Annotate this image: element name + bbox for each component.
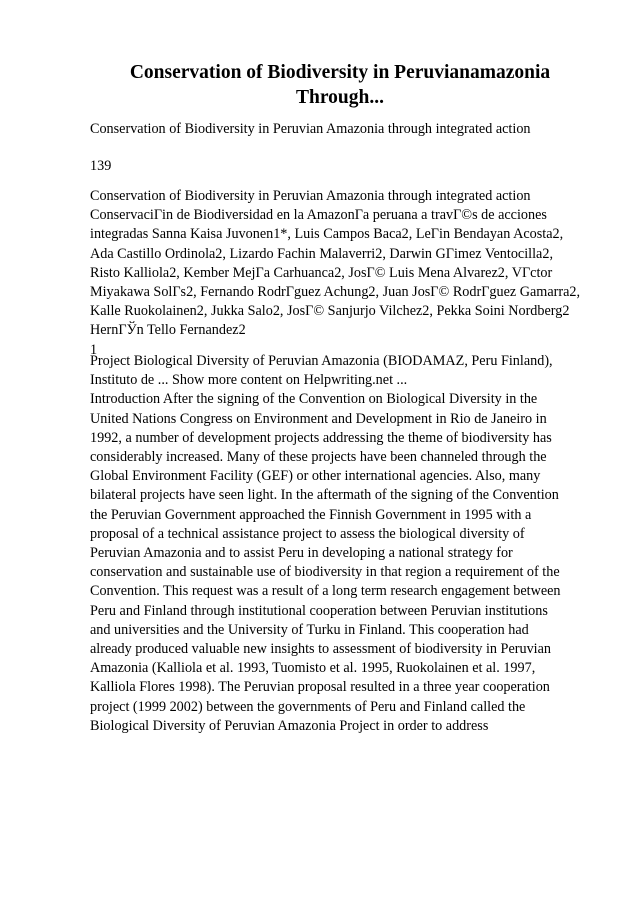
body-line: Project Biological Diversity of Peruvian Amazonia (BIODAMAZ, Peru Finland),: [90, 353, 553, 369]
body-line: considerably increased. Many of these projects have been channeled through the: [90, 449, 547, 466]
body-paragraph: [90, 352, 590, 736]
body-line: conservation and sustainable use of biodiversity in that region a requirement of the: [90, 564, 560, 581]
title-line: Conservation of Biodiversity in Peruvianamazonia: [129, 62, 551, 83]
authors-line: ConservaciΓin de Biodiversidad en la AmazonΓa peruana a travΓ©s de acciones: [90, 207, 547, 224]
authors-line: integradas Sanna Kaisa Juvonen1*, Luis Campos Baca2, LeΓin Bendayan Acosta2,: [90, 226, 564, 243]
body-line: Biological Diversity of Peruvian Amazonia Project in order to address: [90, 717, 489, 734]
body-line: Introduction After the signing of the Convention on Biological Diversity in the: [90, 391, 538, 408]
body-line: Kalliola Flores 1998). The Peruvian proposal resulted in a three year cooperation: [90, 679, 550, 696]
body-line: 1992, a number of development projects addressing the theme of biodiversity has: [90, 429, 552, 446]
page-number: [90, 157, 590, 176]
body-line: Amazonia (Kalliola et al. 1993, Tuomisto et al. 1995, Ruokolainen et al. 1997,: [90, 660, 536, 677]
body-line: Peru and Finland through institutional cooperation between Peruvian institutions: [90, 602, 548, 619]
body-line: and universities and the University of Turku in Finland. This cooperation had: [90, 621, 529, 638]
document-title: [90, 60, 590, 110]
body-line: United Nations Congress on Environment and Development in Rio de Janeiro in: [90, 410, 547, 427]
authors-paragraph: [90, 187, 590, 360]
subtitle-paragraph: [90, 120, 590, 139]
body-line: project (1999 2002) between the governments of Peru and Finland called the: [90, 698, 526, 715]
body-line: the Peruvian Government approached the Finnish Government in 1995 with a: [90, 506, 532, 523]
body-line: bilateral projects have seen light. In the aftermath of the signing of the Convention: [90, 487, 559, 504]
authors-line: 1: [90, 341, 98, 358]
page-number-text: 139: [90, 158, 112, 174]
subtitle-text: Conservation of Biodiversity in Peruvian Amazonia through integrated action: [90, 121, 531, 137]
body-line: proposal of a technical assistance project to assess the biological diversity of: [90, 525, 525, 542]
authors-line: Miyakawa SolΓs2, Fernando RodrΓguez Achung2, Juan JosΓ© RodrΓguez Gamarra2,: [90, 284, 581, 301]
body-line: Global Environment Facility (GEF) or other international agencies. Also, many: [90, 468, 541, 485]
authors-line: Ada Castillo Ordinola2, Lizardo Fachin Malaverri2, Darwin GΓimez Ventocilla2,: [90, 245, 553, 262]
authors-line: HernΓЎn Tello Fernandez2: [90, 322, 246, 339]
authors-line: Risto Kalliola2, Kember MejΓa Carhuanca2, JosΓ© Luis Mena Alvarez2, VΓctor: [90, 264, 553, 281]
body-line: already produced valuable new insights to assessment of biodiversity in Peruvian: [90, 641, 551, 658]
body-line: Peruvian Amazonia and to assist Peru in developing a national strategy for: [90, 545, 513, 562]
body-line: Instituto de ... Show more content on Helpwriting.net ...: [90, 372, 408, 389]
title-line: Through...: [296, 87, 384, 108]
body-line: Convention. This request was a result of a long term research engagement between: [90, 583, 561, 600]
authors-line: Conservation of Biodiversity in Peruvian Amazonia through integrated action: [90, 188, 531, 204]
authors-line: Kalle Ruokolainen2, Jukka Salo2, JosΓ© Sanjurjo Vilchez2, Pekka Soini Nordberg2: [90, 303, 570, 320]
